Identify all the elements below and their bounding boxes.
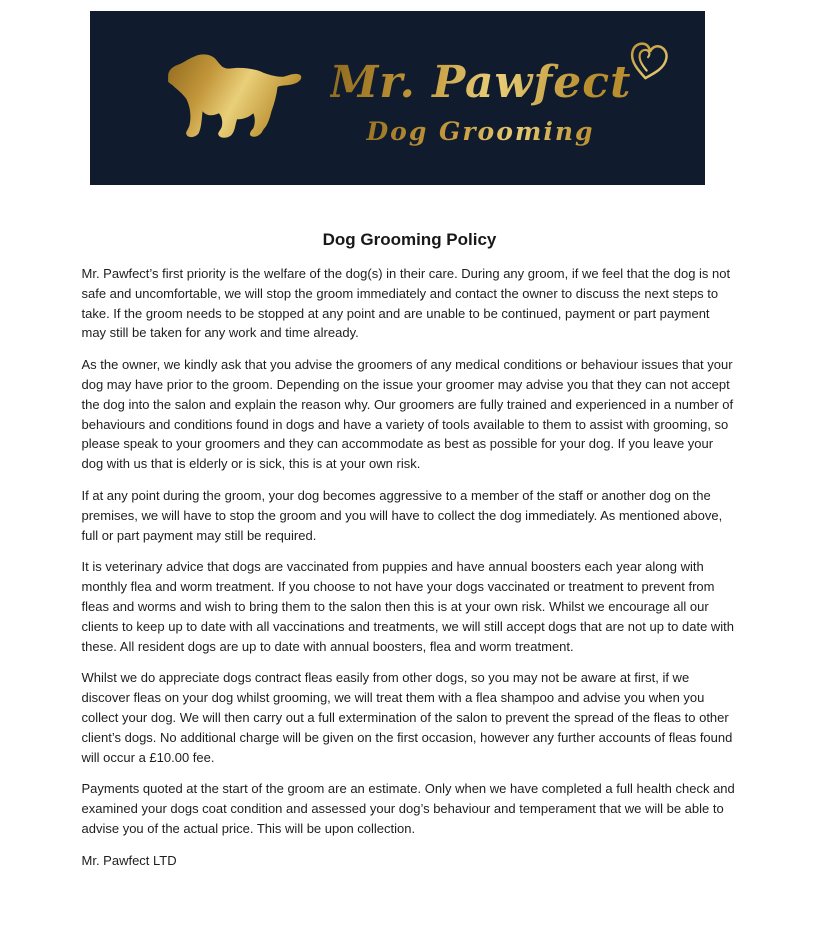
- policy-paragraph-aggression: If at any point during the groom, your dog becomes aggressive to a member of the staff or another dog on the premises, we will have to stop the groom and you will have to collect the dog immediately. As mentioned above, full or part payment may still be required.: [81, 487, 723, 543]
- policy-paragraph-payments: Payments quoted at the start of the groom are an estimate. Only when we have completed a full health check and examined your dogs coat condition and assessed your dog’s behaviour and temperament that we will be able to advise you of the actual price. This will be upon collection.: [81, 781, 735, 836]
- policy-paragraph-welfare: Mr. Pawfect’s first priority is the welfare of the dog(s) in their care. During any groom, if we feel that the dog is not safe and uncomfortable, we will stop the groom immediately and contact the owner to discuss the next steps to take. If the groom needs to be stopped at any point and are unable to be continued, payment or part payment may still be taken for any work and time already.: [81, 266, 731, 341]
- heart-flourish-icon: [625, 41, 671, 90]
- signature-line: Mr. Pawfect LTD: [81, 852, 177, 868]
- document-page: [0, 11, 819, 928]
- brand-banner: [90, 11, 705, 185]
- policy-body: [82, 264, 738, 871]
- policy-paragraph-vaccination: It is veterinary advice that dogs are vaccinated from puppies and have annual boosters each year along with monthly flea and worm treatment. If you choose to not have your dogs vaccinated or treatment to prevent from fleas and worms and wish to bring them to the salon then this is at your own risk. Whilst we encourage all our clients to keep up to date with all vaccinations and treatments, we will still accept dogs that are not up to date with these. All resident dogs are up to date with annual boosters, flea and worm treatment.: [81, 559, 735, 654]
- page-title: Dog Grooming Policy: [322, 230, 497, 249]
- policy-paragraph-medical-disclosure: As the owner, we kindly ask that you advise the groomers of any medical conditions or behaviour issues that your dog may have prior to the groom. Depending on the issue your groomer may advise you that they can not accept the dog into the salon and explain the reason why. Our groomers are fully trained and experienced in a number of behaviours and conditions found in dogs and have a variety of tools available to them to assist with grooming, so please speak to your groomers and they can accommodate as best as possible for your dog. If you leave your dog with us that is elderly or is sick, this is at your own risk.: [81, 357, 734, 472]
- policy-document: [82, 230, 738, 871]
- policy-paragraph-fleas: Whilst we do appreciate dogs contract fleas easily from other dogs, so you may not be aware at first, if we discover fleas on your dog whilst grooming, we will treat them with a flea shampoo and advise you when you collect your dog. We will then carry out a full extermination of the salon to prevent the spread of the fleas to other client’s dogs. No additional charge will be given on the first occasion, however any further accounts of fleas found will occur a £10.00 fee.: [81, 670, 733, 765]
- brand-name: Mr. Pawfect: [329, 56, 632, 108]
- cocker-spaniel-icon: [158, 39, 310, 158]
- brand-tagline: Dog Grooming: [366, 116, 595, 146]
- brand-lockup: [310, 57, 705, 146]
